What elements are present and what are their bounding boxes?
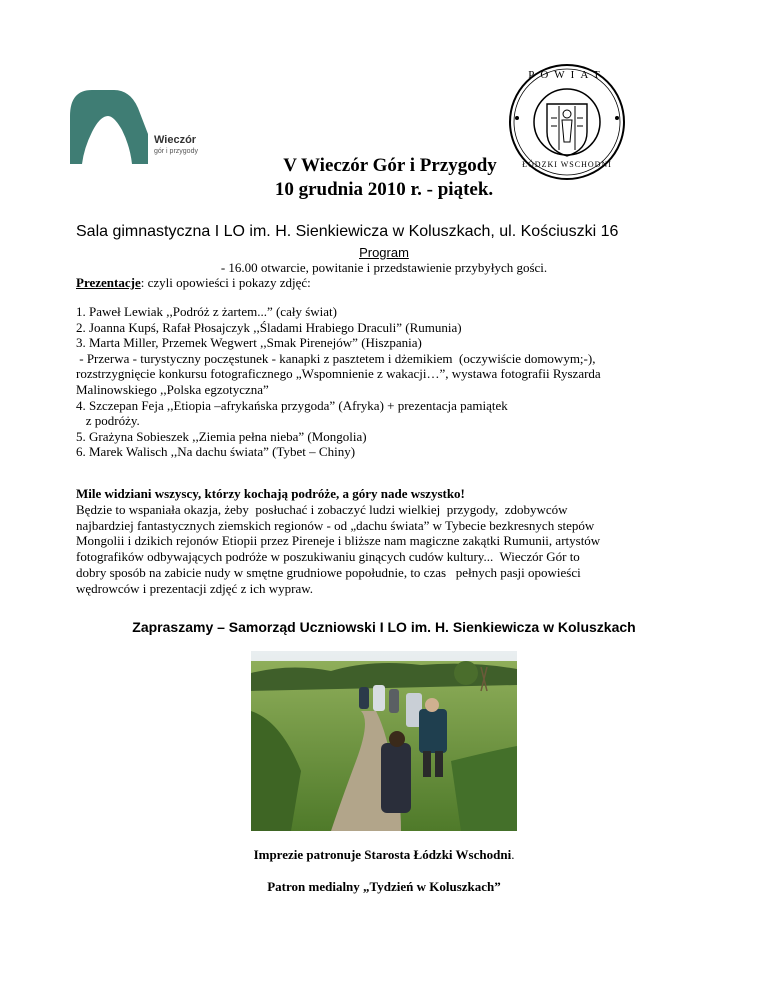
- invitation-line: Zapraszamy – Samorząd Uczniowski I LO im. H. Sienkiewicza w Koluszkach: [132, 619, 636, 635]
- opening-line: - 16.00 otwarcie, powitanie i przedstawienie przybyłych gości.: [220, 260, 548, 275]
- event-title: V Wieczór Gór i Przygody: [283, 155, 497, 176]
- welcome-heading: Mile widziani wszyscy, którzy kochają podróże, a góry nade wszystko!: [76, 486, 465, 501]
- description-paragraph: [76, 502, 691, 596]
- seal-ring-top-text: POWIAT: [528, 69, 606, 81]
- paragraph-line: Będzie to wspaniała okazja, żeby posłuchać i zobaczyć ludzi wielkiej przygody, zdobywców: [76, 502, 568, 517]
- program-list: [76, 304, 696, 460]
- presentations-desc: : czyli opowieści i pokazy zdjęć:: [140, 275, 311, 290]
- list-item: 4. Szczepan Feja ,,Etiopia –afrykańska przygoda” (Afryka) + prezentacja pamiątek: [76, 397, 508, 413]
- list-item: rozstrzygnięcie konkursu fotograficznego „Wspomnienie z wakacji…”, wystawa fotografii Ryszarda: [76, 366, 601, 382]
- list-item: 6. Marek Walisch ,,Na dachu świata” (Tybet – Chiny): [76, 444, 356, 460]
- mountain-logo-icon: [70, 86, 230, 166]
- program-heading: Program: [359, 245, 409, 260]
- paragraph-line: fotografików odbywających podróże w poszukiwaniu ginących cudów kultury... Wieczór Gór to: [76, 549, 580, 565]
- list-item: 2. Joanna Kupś, Rafał Płosajczyk ,,Śladami Hrabiego Draculi” (Rumunia): [76, 319, 462, 335]
- media-patron-line: Patron medialny „Tydzień w Koluszkach”: [267, 879, 501, 894]
- hikers-photo: [251, 651, 517, 831]
- logo-text-sub: gór i przygody: [154, 148, 198, 155]
- list-item: 3. Marta Miller, Przemek Wegwert ,,Smak Pirenejów” (Hiszpania): [76, 335, 422, 351]
- paragraph-line: dobry sposób na zabicie nudy w smętne grudniowe popołudnie, to czas pełnych pasji opowieści: [76, 564, 581, 580]
- list-item: 1. Paweł Lewiak ,,Podróż z żartem...” (cały świat): [76, 304, 337, 319]
- patron-line: [0, 847, 768, 863]
- venue-line: Sala gimnastyczna I LO im. H. Sienkiewicza w Koluszkach, ul. Kościuszki 16: [76, 223, 619, 240]
- list-item: 5. Grażyna Sobieszek ,,Ziemia pełna nieba” (Mongolia): [76, 428, 367, 444]
- wieczor-gor-logo: [70, 86, 230, 166]
- patron-text: Imprezie patronuje Starosta Łódzki Wschodni: [253, 847, 512, 862]
- hiking-photo-image: [251, 651, 517, 831]
- patron-period: .: [511, 847, 515, 862]
- logo-text-main: Wieczór: [154, 134, 197, 146]
- list-item: z podróży.: [76, 413, 140, 429]
- event-date: 10 grudnia 2010 r. - piątek.: [274, 179, 494, 200]
- presentations-label: Prezentacje: [76, 275, 141, 290]
- list-item: Malinowskiego ,,Polska egzotyczna”: [76, 381, 269, 397]
- paragraph-line: wędrowców i prezentacji zdjęć z ich wypraw.: [76, 580, 314, 596]
- presentations-line: [76, 275, 311, 291]
- seal-ring-bottom-text: ŁÓDZKI WSCHODNI: [522, 160, 612, 169]
- paragraph-line: Mongolii i dzikich rejonów Etiopii przez Pireneje i bliższe nam magiczne zakątki Rumunii, artystów: [76, 533, 601, 549]
- list-item: - Przerwa - turystyczny poczęstunek - kanapki z pasztetem i dżemikiem (oczywiście domowym;-),: [76, 350, 596, 366]
- paragraph-line: najbardziej fantastycznych ziemskich regionów - od „dachu świata” w Tybecie bezkresnych stepów: [76, 517, 595, 533]
